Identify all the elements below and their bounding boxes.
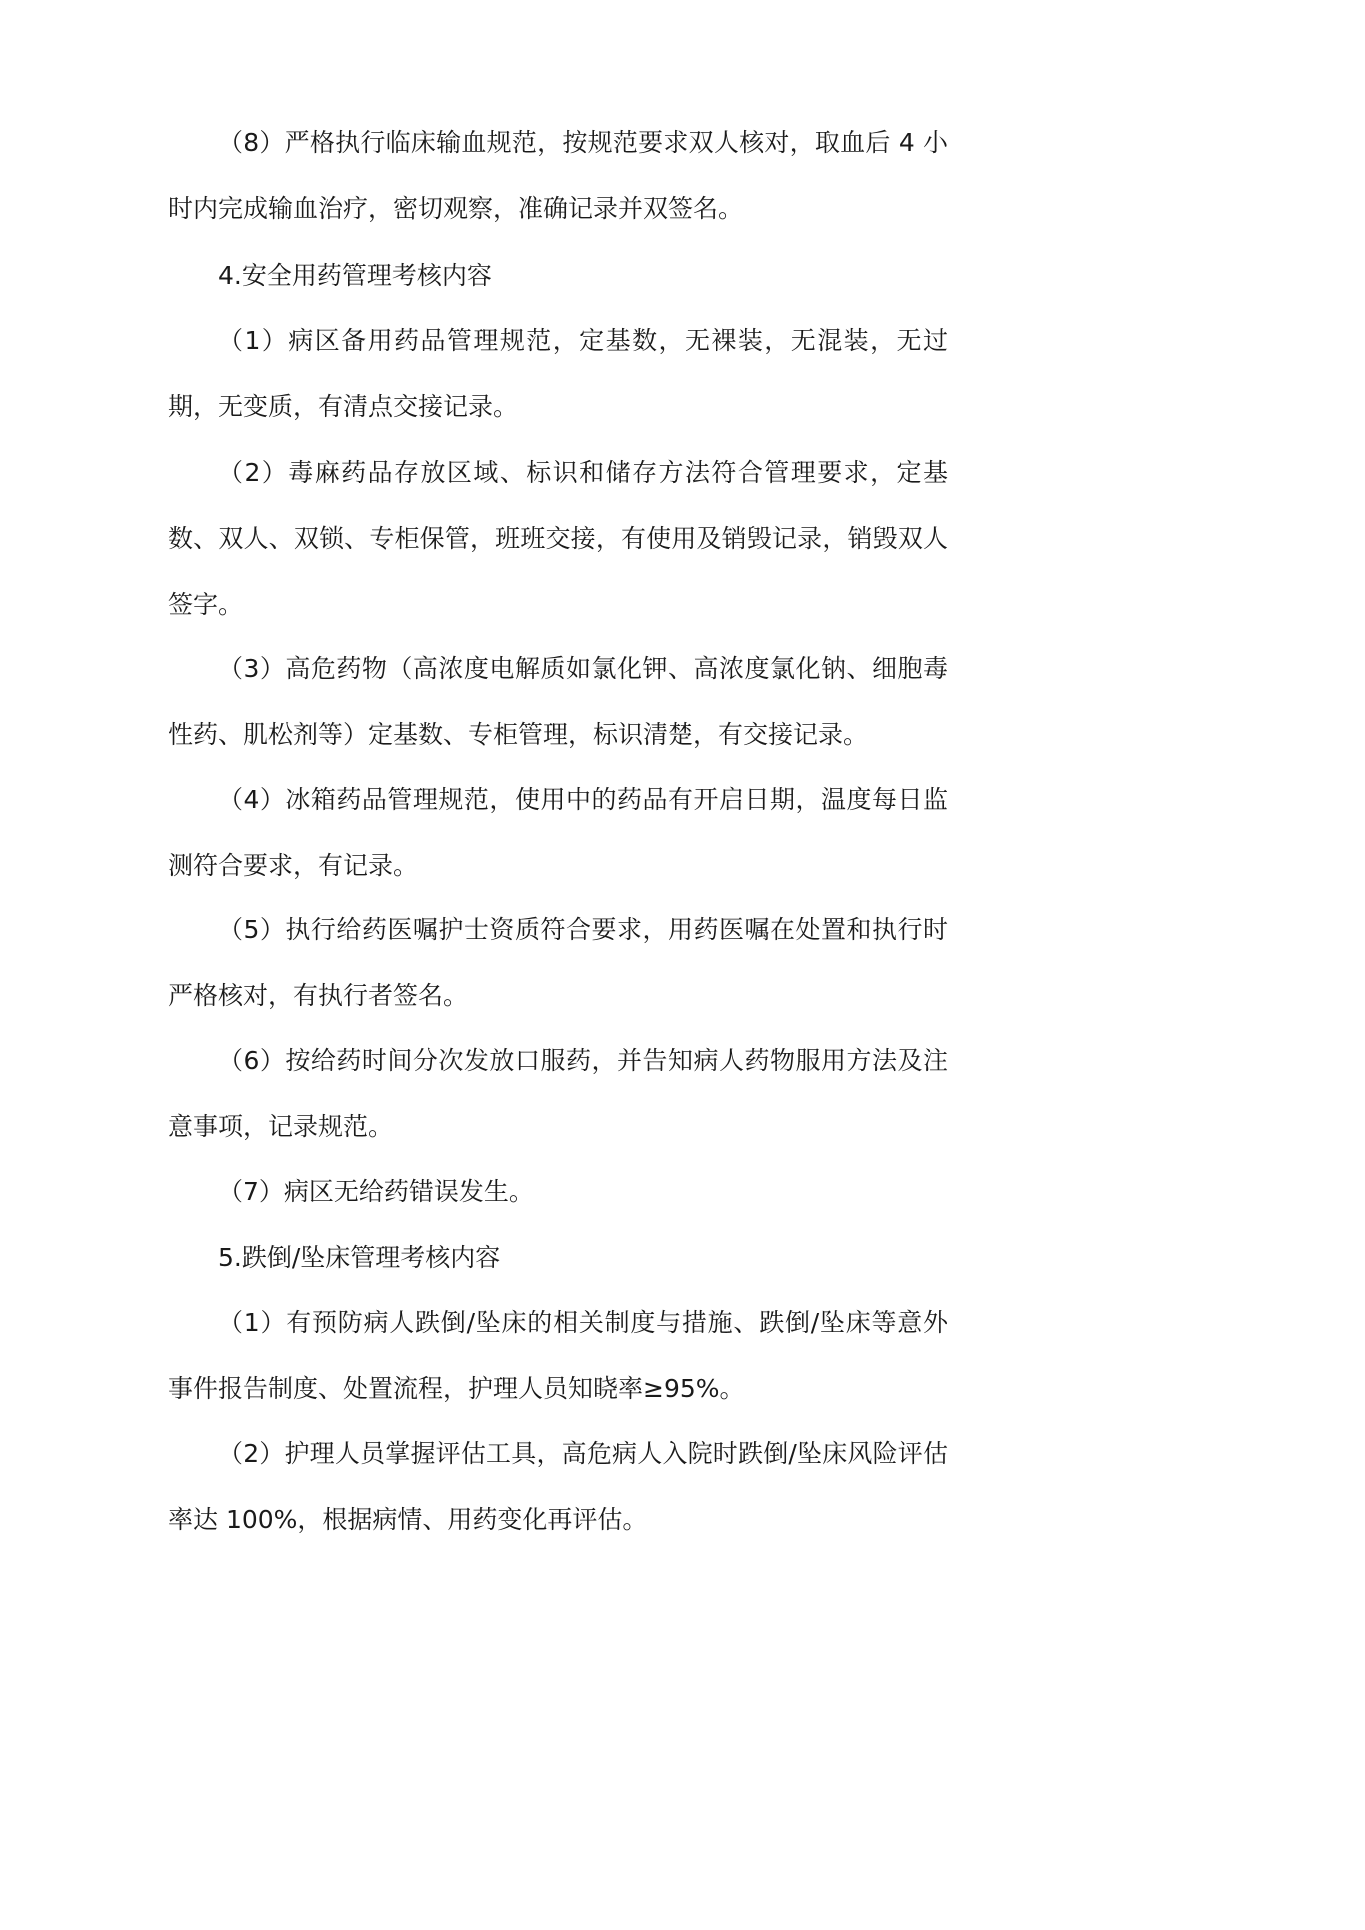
paragraph-no-medication-errors: （7）病区无给药错误发生。 xyxy=(218,1177,534,1206)
paragraph-ward-drug-management: （1）病区备用药品管理规范，定基数，无裸装，无混装，无过期，无变质，有清点交接记录。 xyxy=(168,326,948,421)
paragraph-medication-order-execution: （5）执行给药医嘱护士资质符合要求，用药医嘱在处置和执行时严格核对，有执行者签名。 xyxy=(168,915,948,1010)
paragraph-fall-risk-assessment: （2）护理人员掌握评估工具，高危病人入院时跌倒/坠床风险评估率达 100%，根据病情、用药变化再评估。 xyxy=(168,1439,948,1534)
paragraph-blood-transfusion: （8）严格执行临床输血规范，按规范要求双人核对，取血后 4 小时内完成输血治疗，密切观察，准确记录并双签名。 xyxy=(168,128,948,223)
section-heading-fall-management: 5.跌倒/坠床管理考核内容 xyxy=(218,1243,501,1272)
paragraph-fall-prevention-policy: （1）有预防病人跌倒/坠床的相关制度与措施、跌倒/坠床等意外事件报告制度、处置流程，护理人员知晓率≥95%。 xyxy=(168,1308,948,1403)
paragraph-narcotic-drug-storage: （2）毒麻药品存放区域、标识和储存方法符合管理要求，定基数、双人、双锁、专柜保管，班班交接，有使用及销毁记录，销毁双人签字。 xyxy=(168,458,948,619)
section-heading-medication-safety: 4.安全用药管理考核内容 xyxy=(218,261,492,290)
paragraph-high-alert-drugs: （3）高危药物（高浓度电解质如氯化钾、高浓度氯化钠、细胞毒性药、肌松剂等）定基数、专柜管理，标识清楚，有交接记录。 xyxy=(168,654,948,749)
paragraph-oral-medication: （6）按给药时间分次发放口服药，并告知病人药物服用方法及注意事项，记录规范。 xyxy=(168,1046,948,1141)
paragraph-refrigerated-drugs: （4）冰箱药品管理规范，使用中的药品有开启日期，温度每日监测符合要求，有记录。 xyxy=(168,785,948,880)
